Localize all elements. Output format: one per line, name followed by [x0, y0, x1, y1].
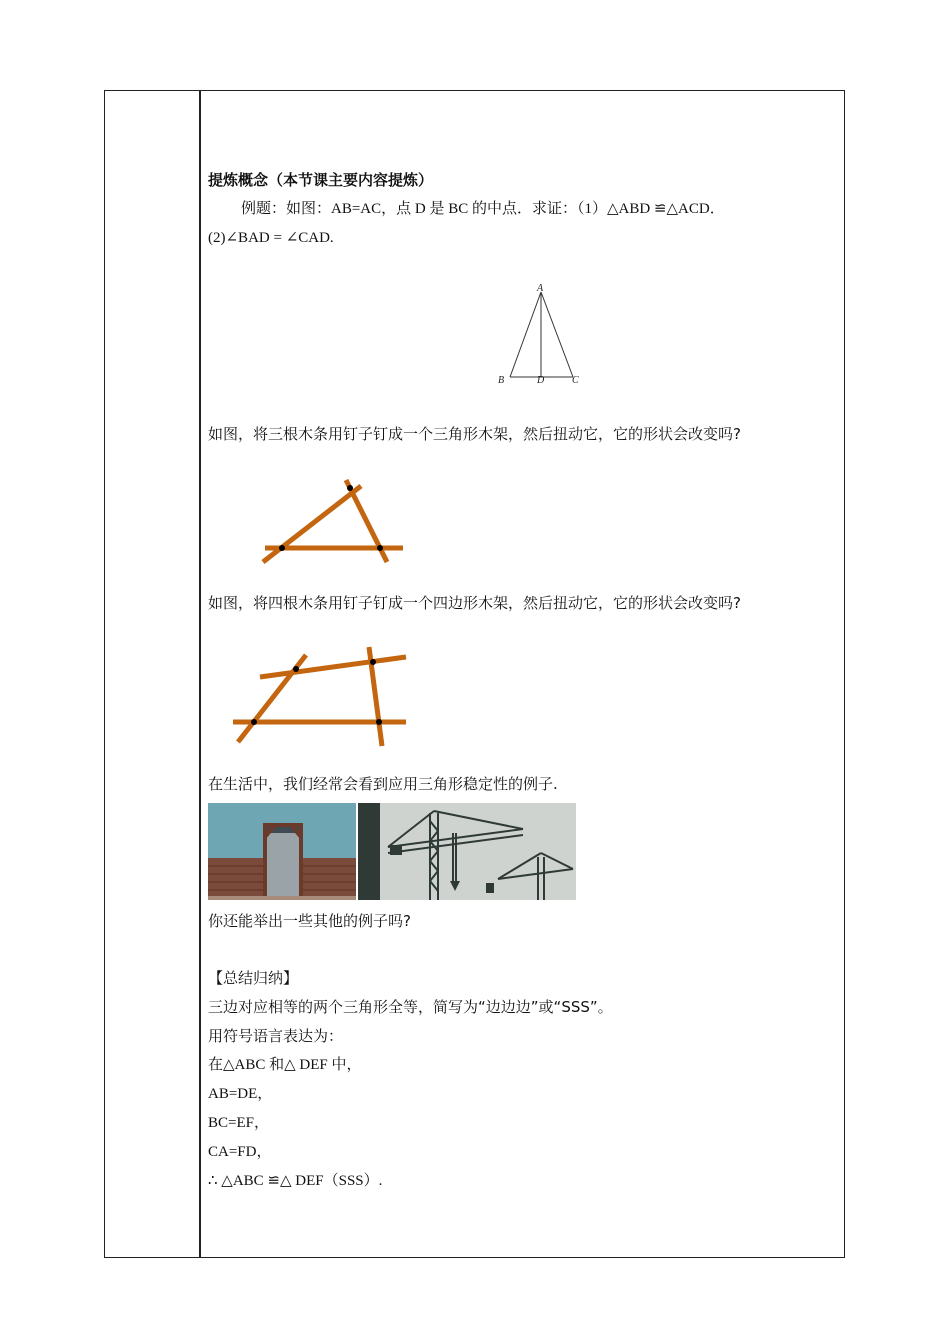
summary-eq-2: BC=EF， [208, 1115, 269, 1131]
label-a: A [537, 283, 544, 294]
example-line-1: 例题：如图：AB=AC，点 D 是 BC 的中点．求证：（1）△ABD ≌△ACD． [241, 201, 725, 217]
side-ac [541, 292, 573, 377]
tower-crane-photo [358, 803, 576, 900]
label-c: C [572, 375, 579, 386]
nail [377, 545, 383, 551]
nail [293, 666, 299, 672]
isosceles-triangle-figure [490, 280, 590, 390]
question-triangle: 如图，将三根木条用钉子钉成一个三角形木架，然后扭动它，它的形状会改变吗? [208, 425, 741, 443]
nail [376, 719, 382, 725]
label-b: B [498, 375, 505, 386]
summary-eq-3: CA=FD， [208, 1144, 272, 1160]
summary-eq-1: AB=DE， [208, 1086, 273, 1102]
wood-strip-1 [263, 486, 361, 562]
question-quadrilateral: 如图，将四根木条用钉子钉成一个四边形木架，然后扭动它，它的形状会改变吗? [208, 594, 741, 612]
summary-symbolic-intro: 用符号语言表达为： [208, 1027, 344, 1045]
nail [370, 659, 376, 665]
summary-conclusion: ∴ △ABC ≌△ DEF（SSS）. [208, 1173, 383, 1189]
label-d: D [537, 375, 545, 386]
example-line-2: (2)∠BAD = ∠CAD. [208, 230, 334, 246]
lesson-table [104, 90, 845, 1258]
wood-strip-2 [260, 657, 406, 677]
summary-rule: 三边对应相等的两个三角形全等，简写为“边边边”或“SSS”。 [208, 998, 613, 1016]
life-examples-text: 在生活中，我们经常会看到应用三角形稳定性的例子. [208, 775, 558, 793]
nail [251, 719, 257, 725]
section-heading: 提炼概念（本节课主要内容提炼） [208, 171, 434, 189]
side-ab [510, 292, 541, 377]
summary-title: 【总结归纳】 [208, 969, 299, 987]
column-divider [199, 90, 201, 1258]
summary-line-in: 在△ABC 和△ DEF 中， [208, 1057, 362, 1073]
quadrilateral-wood-frame [228, 645, 413, 750]
more-examples-question: 你还能举出一些其他的例子吗? [208, 912, 411, 930]
nail [279, 545, 285, 551]
triangle-wood-frame [255, 470, 415, 570]
nail [347, 485, 353, 491]
door-frame-photo [208, 803, 356, 900]
